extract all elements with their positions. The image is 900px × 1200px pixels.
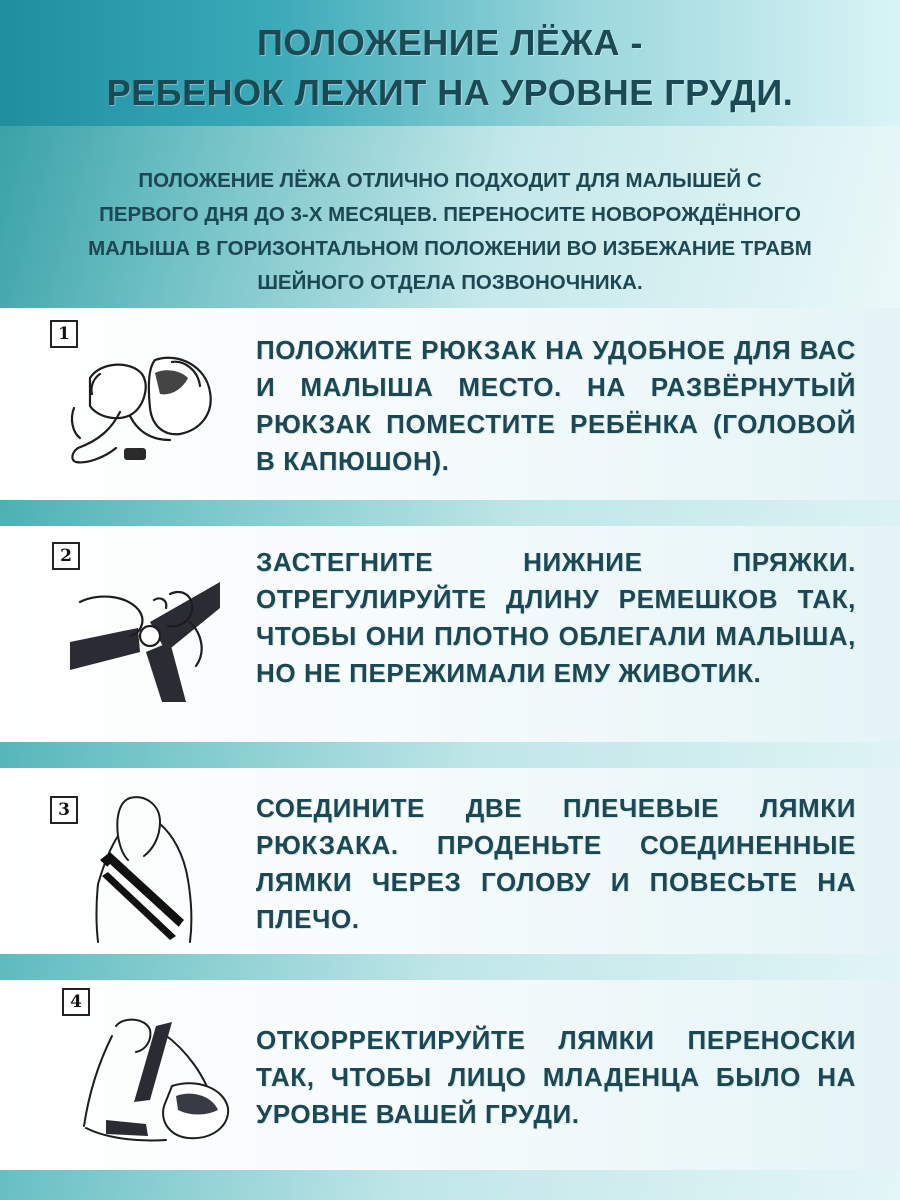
step-number-4: 4: [62, 988, 90, 1016]
step-number-3: 3: [50, 796, 78, 824]
step-2: [0, 526, 900, 742]
page-title-line-2: РЕБЕНОК ЛЕЖИТ НА УРОВНЕ ГРУДИ.: [106, 72, 794, 113]
step-4: [0, 980, 900, 1170]
intro-line-1: ПОЛОЖЕНИЕ ЛЁЖА ОТЛИЧНО ПОДХОДИТ ДЛЯ МАЛЫШЕЙ С: [138, 169, 762, 192]
intro-line-4: ШЕЙНОГО ОТДЕЛА ПОЗВОНОЧНИКА.: [257, 271, 643, 294]
baby-at-chest-icon: [76, 1016, 236, 1156]
shoulder-strap-icon: [88, 794, 198, 944]
step-number-2: 2: [52, 542, 80, 570]
intro-section: [0, 126, 900, 308]
page-title-line-1: ПОЛОЖЕНИЕ ЛЁЖА -: [256, 22, 644, 63]
step-1: [0, 308, 900, 500]
step-3: [0, 768, 900, 954]
step-number-1: 1: [50, 320, 78, 348]
step-3-text: СОЕДИНИТЕ ДВЕ ПЛЕЧЕВЫЕ ЛЯМКИ РЮКЗАКА. ПРОДЕНЬТЕ СОЕДИНЕННЫЕ ЛЯМКИ ЧЕРЕЗ ГОЛОВУ И ПОВЕСЬТЕ НА ПЛЕЧО.: [256, 793, 856, 934]
step-2-text: ЗАСТЕГНИТЕ НИЖНИЕ ПРЯЖКИ. ОТРЕГУЛИРУЙТЕ ДЛИНУ РЕМЕШКОВ ТАК, ЧТОБЫ ОНИ ПЛОТНО ОБЛЕГАЛИ МАЛЫША, НО НЕ ПЕРЕЖИМАЛИ ЕМУ ЖИВОТИК.: [256, 547, 856, 688]
intro-line-2: ПЕРВОГО ДНЯ ДО 3-Х МЕСЯЦЕВ. ПЕРЕНОСИТЕ НОВОРОЖДЁННОГО: [99, 203, 801, 226]
step-4-text: ОТКОРРЕКТИРУЙТЕ ЛЯМКИ ПЕРЕНОСКИ ТАК, ЧТОБЫ ЛИЦО МЛАДЕНЦА БЫЛО НА УРОВНЕ ВАШЕЙ ГРУДИ.: [256, 1025, 856, 1129]
intro-text: [40, 164, 860, 300]
step-1-text: ПОЛОЖИТЕ РЮКЗАК НА УДОБНОЕ ДЛЯ ВАС И МАЛЫША МЕСТО. НА РАЗВЁРНУТЫЙ РЮКЗАК ПОМЕСТИТЕ РЕБЁНКА (ГОЛОВОЙ В КАПЮШОН).: [256, 335, 856, 476]
title-band: [0, 0, 900, 126]
intro-line-3: МАЛЫША В ГОРИЗОНТАЛЬНОМ ПОЛОЖЕНИИ ВО ИЗБЕЖАНИЕ ТРАВМ: [88, 237, 812, 260]
baby-on-carrier-icon: [60, 348, 220, 473]
fasten-buckle-icon: [70, 582, 220, 702]
